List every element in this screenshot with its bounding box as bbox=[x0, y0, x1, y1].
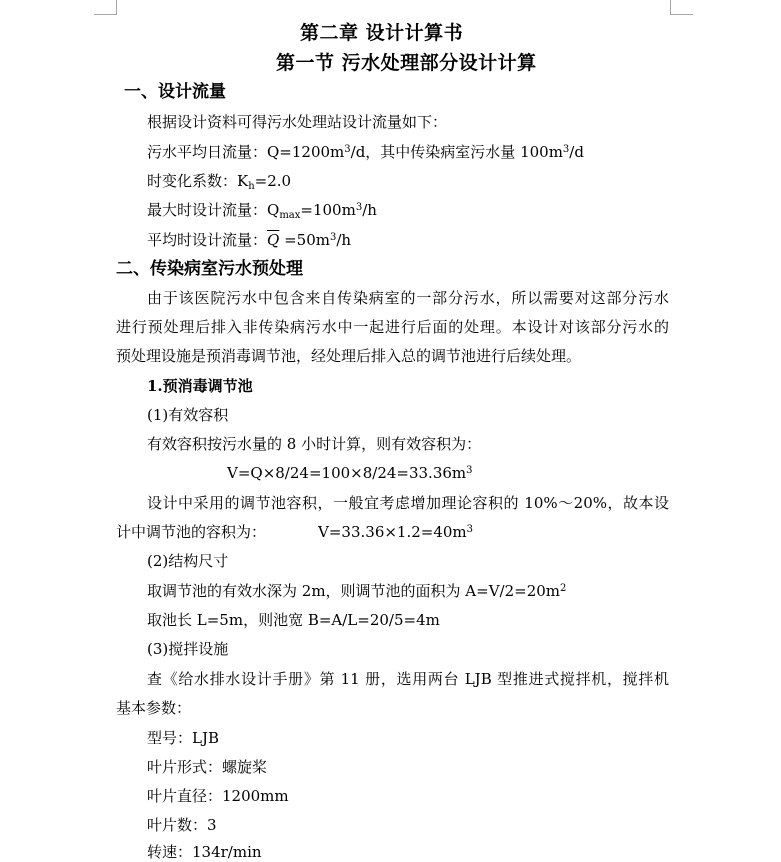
chapter-title: 第二章 设计计算书 bbox=[300, 22, 464, 44]
kh-suffix: =2.0 bbox=[254, 172, 292, 190]
kh-prefix: 时变化系数：K bbox=[147, 172, 249, 190]
qmax-prefix: 最大时设计流量：Q bbox=[147, 201, 280, 219]
avg-daily-flow-exp: 3 bbox=[344, 144, 351, 155]
avg-daily-flow bbox=[147, 142, 584, 162]
avg-hourly-flow bbox=[147, 230, 351, 250]
design-volume-prefix: 计中调节池的容积为： bbox=[116, 523, 267, 541]
qmax-sub: max bbox=[279, 210, 301, 221]
subheading-pre-disinfection-tank: 1.预消毒调节池 bbox=[147, 377, 253, 395]
avg-daily-flow-prefix: 污水平均日流量：Q=1200m bbox=[147, 143, 345, 161]
para1-line1: 由于该医院污水中包含来自传染病室的一部分污水，所以需要对这部分污水 bbox=[147, 289, 669, 307]
qavg-mid: =50m bbox=[279, 231, 330, 249]
page-corner-mark-left bbox=[94, 0, 117, 15]
design-volume-exp: 3 bbox=[466, 524, 474, 535]
water-depth-area-exp: 2 bbox=[560, 583, 567, 594]
max-hourly-flow bbox=[147, 200, 377, 220]
item-mixing-equipment: (3)搅拌设施 bbox=[147, 640, 229, 658]
mixer-speed-partial: 转速：134r/min bbox=[147, 843, 262, 861]
volume-formula-body: V=Q×8/24=100×8/24=33.36m bbox=[227, 464, 467, 482]
item-structure-size: (2)结构尺寸 bbox=[147, 552, 229, 570]
effective-volume-text: 有效容积按污水量的 8 小时计算，则有效容积为： bbox=[147, 435, 482, 453]
design-volume-line1: 设计中采用的调节池容积，一般宜考虑增加理论容积的 10%～20%，故本设 bbox=[147, 494, 669, 512]
water-depth-area bbox=[147, 581, 566, 601]
avg-daily-flow-suffix: /d bbox=[569, 143, 584, 161]
heading-design-flow: 一、设计流量 bbox=[124, 82, 226, 102]
qmax-exp: 3 bbox=[355, 202, 363, 213]
volume-formula bbox=[227, 463, 473, 483]
flow-intro: 根据设计资料可得污水处理站设计流量如下： bbox=[147, 113, 448, 131]
volume-formula-exp: 3 bbox=[466, 465, 473, 476]
mixer-blade-diameter: 叶片直径：1200mm bbox=[147, 787, 289, 805]
kh-sub: h bbox=[248, 181, 255, 192]
tank-length-width: 取池长 L=5m，则池宽 B=A/L=20/5=4m bbox=[147, 611, 440, 629]
qavg-prefix: 平均时设计流量： bbox=[147, 231, 268, 249]
water-depth-area-body: 取调节池的有效水深为 2m，则调节池的面积为 A=V/2=20m bbox=[147, 582, 561, 600]
mixer-blade-form: 叶片形式：螺旋桨 bbox=[147, 758, 268, 776]
mixer-model: 型号：LJB bbox=[147, 729, 219, 747]
para1-line3: 预处理设施是预消毒调节池，经处理后排入总的调节池进行后续处理。 bbox=[116, 347, 582, 365]
section-title: 第一节 污水处理部分设计计算 bbox=[276, 52, 537, 74]
mixer-blade-count: 叶片数：3 bbox=[147, 816, 217, 834]
hourly-variation-coefficient bbox=[147, 171, 291, 191]
qavg-exp: 3 bbox=[329, 232, 337, 243]
design-volume-line2 bbox=[116, 522, 473, 542]
page-corner-mark-right bbox=[670, 0, 693, 15]
qmax-suffix: /h bbox=[362, 201, 377, 219]
item-effective-volume: (1)有效容积 bbox=[147, 406, 229, 424]
qavg-suffix: /h bbox=[336, 231, 352, 249]
design-volume-formula: V=33.36×1.2=40m bbox=[318, 523, 467, 541]
avg-daily-flow-mid: /d，其中传染病室污水量 100m bbox=[350, 143, 563, 161]
avg-daily-flow-exp2: 3 bbox=[562, 144, 570, 155]
heading-pretreatment: 二、传染病室污水预处理 bbox=[116, 259, 303, 279]
para1-line2: 进行预处理后排入非传染病污水中一起进行后面的处理。本设计对该部分污水的 bbox=[116, 318, 669, 336]
qavg-symbol: $\overline{Q}$ bbox=[267, 231, 280, 249]
manual-reference-line2: 基本参数： bbox=[116, 699, 192, 717]
qmax-mid: =100m bbox=[300, 201, 356, 219]
manual-reference-line1: 查《给水排水设计手册》第 11 册，选用两台 LJB 型推进式搅拌机，搅拌机 bbox=[147, 670, 669, 688]
